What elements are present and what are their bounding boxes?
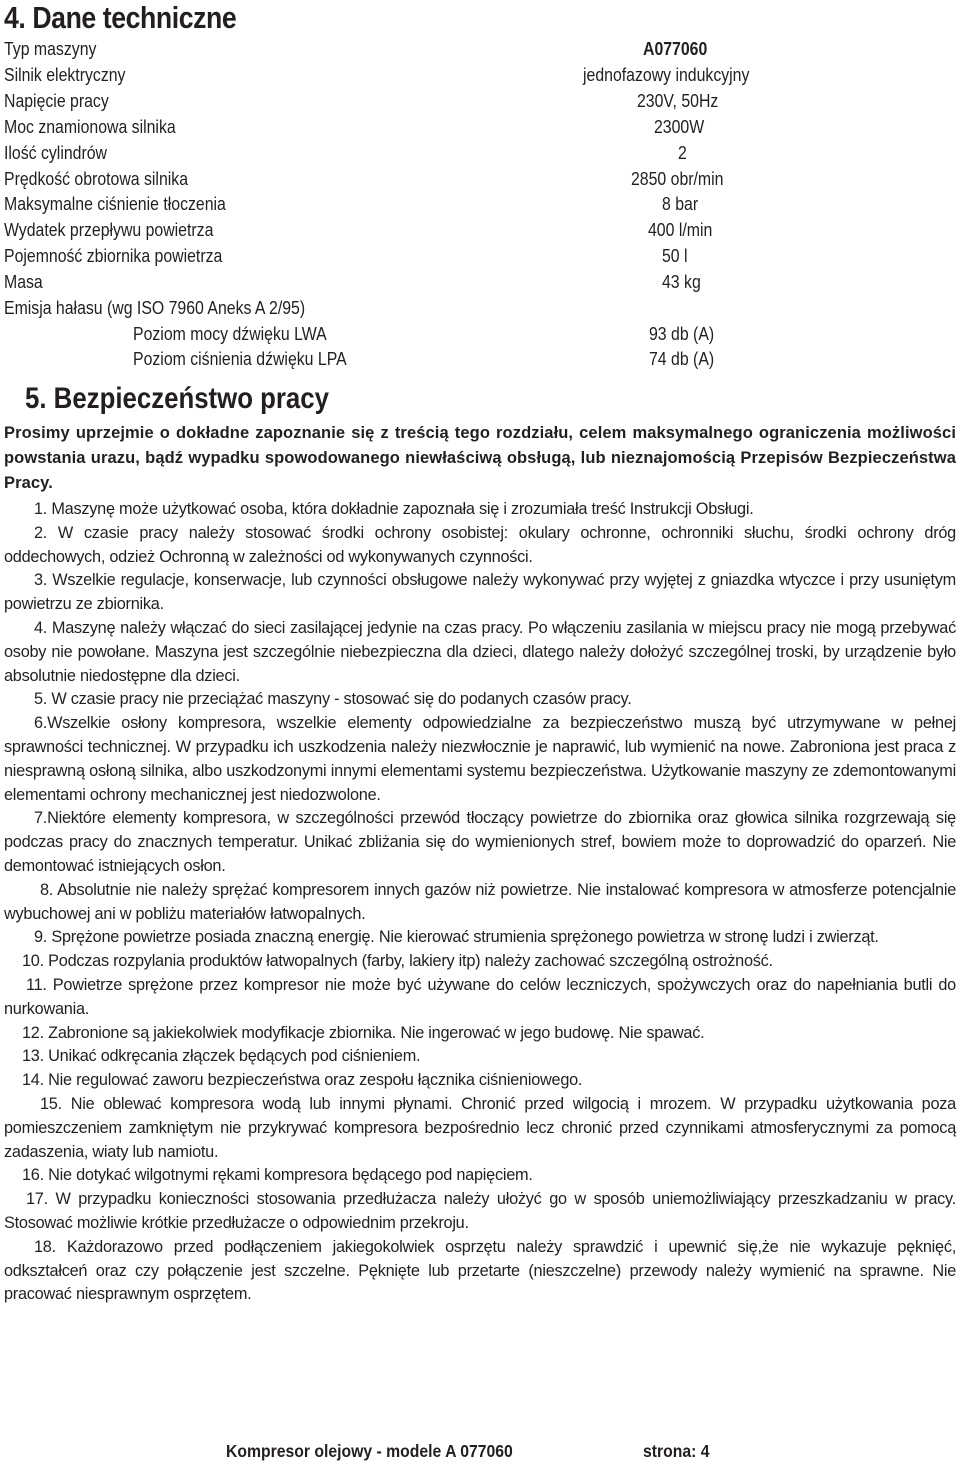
list-item: 10. Podczas rozpylania produktów łatwopalnych (farby, lakiery itp) należy zachować szczególną ostrożność. [22, 952, 773, 971]
list-item: 14. Nie regulować zaworu bezpieczeństwa oraz zespołu łącznika ciśnieniowego. [22, 1071, 583, 1090]
spec-value: 43 kg [662, 272, 701, 292]
spec-label: Napięcie pracy [4, 91, 109, 111]
safety-heading: 5. Bezpieczeństwo pracy [25, 382, 329, 415]
list-item: 8. Absolutnie nie należy sprężać kompresorem innych gazów niż powietrze. Nie instalować kompresora w atmosferze potencjalnie wybuchowej ani w pobliżu materiałów łatwopalnych. [4, 880, 956, 923]
list-item: 1. Maszynę może użytkować osoba, która dokładnie zapoznała się i zrozumiała treść Instrukcji Obsługi. [34, 500, 754, 518]
spec-value: 230V, 50Hz [637, 91, 719, 111]
list-item: 16. Nie dotykać wilgotnymi rękami kompresora będącego pod napięciem. [22, 1166, 533, 1185]
list-item: 3. Wszelkie regulacje, konserwacje, lub czynności obsługowe należy wykonywać przy wyjętej z gniazdka wtyczce i przy usuniętym powietrzu ze zbiornika. [4, 571, 956, 614]
spec-label: Pojemność zbiornika powietrza [4, 246, 223, 266]
list-item: 12. Zabronione są jakiekolwiek modyfikacje zbiornika. Nie ingerować w jego budowę. Nie spawać. [22, 1023, 705, 1042]
page-number: strona: 4 [643, 1441, 710, 1461]
spec-label: Masa [4, 272, 43, 292]
spec-value: 2 [678, 143, 687, 163]
list-item: 5. W czasie pracy nie przeciążać maszyny - stosować się do podanych czasów pracy. [34, 690, 632, 709]
spec-value: jednofazowy indukcyjny [583, 65, 750, 85]
spec-label: Prędkość obrotowa silnika [4, 169, 189, 189]
spec-value: 400 l/min [648, 220, 713, 240]
spec-value: 93 db (A) [649, 324, 715, 344]
safety-rules-list [4, 498, 956, 1307]
spec-label: Emisja hałasu (wg ISO 7960 Aneks A 2/95) [4, 298, 306, 318]
spec-label: Ilość cylindrów [4, 143, 108, 163]
list-item: 6.Wszelkie osłony kompresora, wszelkie elementy odpowiedzialne za bezpieczeństwo muszą być utrzymywane w pełnej sprawności technicznej. W przypadku ich uszkodzenia należy niezwłocznie je naprawić, lub wymienić na nowe. Zabroniona jest praca z niesprawną osłoną silnika, albo uszkodzonymi innymi elementami systemu bezpieczeństwa. Użytkowanie maszyny ze zdemontowanymi elementami ochrony mechanicznej jest niedozwolone. [4, 714, 956, 804]
list-item: 15. Nie oblewać kompresora wodą lub innymi płynami. Chronić przed wilgocią i mrozem. W przypadku użytkowania poza pomieszczeniem zamkniętym nie przykrywać kompresora bezpośrednio lecz chronić przed czynnikami atmosferycznymi za pomocą zadaszenia, wiaty lub namiotu. [4, 1094, 956, 1161]
spec-value: 8 bar [662, 194, 699, 214]
list-item: 13. Unikać odkręcania złączek będących pod ciśnieniem. [22, 1047, 421, 1066]
spec-value: 2300W [654, 117, 705, 137]
list-item: 2. W czasie pracy należy stosować środki ochrony osobistej: okulary ochronne, ochronniki słuchu, środki ochrony dróg oddechowych, odzież Ochronną w zależności od wykonywanych czynności. [4, 523, 956, 566]
specs-heading: 4. Dane techniczne [4, 0, 237, 35]
list-item: 9. Sprężone powietrze posiada znaczną energię. Nie kierować strumienia sprężonego powietrza w stronę ludzi i zwierząt. [34, 928, 879, 947]
spec-label: Maksymalne ciśnienie tłoczenia [4, 194, 226, 214]
list-item: 17. W przypadku konieczności stosowania przedłużacza należy ułożyć go w sposób uniemożliwiający przeszkadzaniu w pracy. Stosować możliwie krótkie przedłużacze o odpowiednim przekroju. [4, 1190, 956, 1232]
list-item: 4. Maszynę należy włączać do sieci zasilającej jedynie na czas pracy. Po włączeniu zasilania w miejscu pracy nie mogą przebywać osoby nie powołane. Maszyna jest szczególnie niebezpieczna dla dzieci, dlatego należy dołożyć szczególnej troski, by urządzenie było absolutnie niedostępne dla dzieci. [4, 618, 956, 685]
spec-label: Poziom ciśnienia dźwięku LPA [133, 349, 347, 369]
spec-label: Silnik elektryczny [4, 65, 126, 85]
spec-label: Moc znamionowa silnika [4, 117, 176, 137]
footer-title: Kompresor olejowy - modele A 077060 [226, 1441, 513, 1461]
spec-label: Typ maszyny [4, 39, 97, 59]
safety-intro: Prosimy uprzejmie o dokładne zapoznanie się z treścią tego rozdziału, celem maksymalnego ograniczenia możliwości powstania urazu, bądź wypadku spowodowanego niewłaściwą obsługą, lub nieznajomością Przepisów Bezpieczeństwa Pracy. [4, 424, 956, 492]
list-item: 11. Powietrze sprężone przez kompresor nie może być używane do celów leczniczych, spożywczych oraz do napełniania butli do nurkowania. [4, 975, 956, 1018]
spec-value: 74 db (A) [649, 349, 715, 369]
spec-label: Wydatek przepływu powietrza [4, 220, 214, 240]
list-item: 7.Niektóre elementy kompresora, w szczególności przewód tłoczący powietrze do zbiornika oraz głowica silnika rozgrzewają się podczas pracy do znacznych temperatur. Unikać zbliżania się do wymienionych stref, bowiem może to doprowadzić do oparzeń. Nie demontować istniejących osłon. [4, 809, 956, 875]
list-item: 18. Każdorazowo przed podłączeniem jakiegokolwiek osprzętu należy sprawdzić i upewnić się,że nie wykazuje pęknięć, odkształceń oraz czy połączenie jest szczelne. Pęknięte lub przetarte (nieszczelne) przewody należy wymienić na sprawne. Nie pracować niesprawnym osprzętem. [4, 1237, 956, 1304]
spec-value: A077060 [643, 39, 708, 59]
spec-value: 50 l [662, 246, 688, 266]
spec-value: 2850 obr/min [631, 169, 724, 189]
spec-label: Poziom mocy dźwięku LWA [133, 324, 327, 344]
